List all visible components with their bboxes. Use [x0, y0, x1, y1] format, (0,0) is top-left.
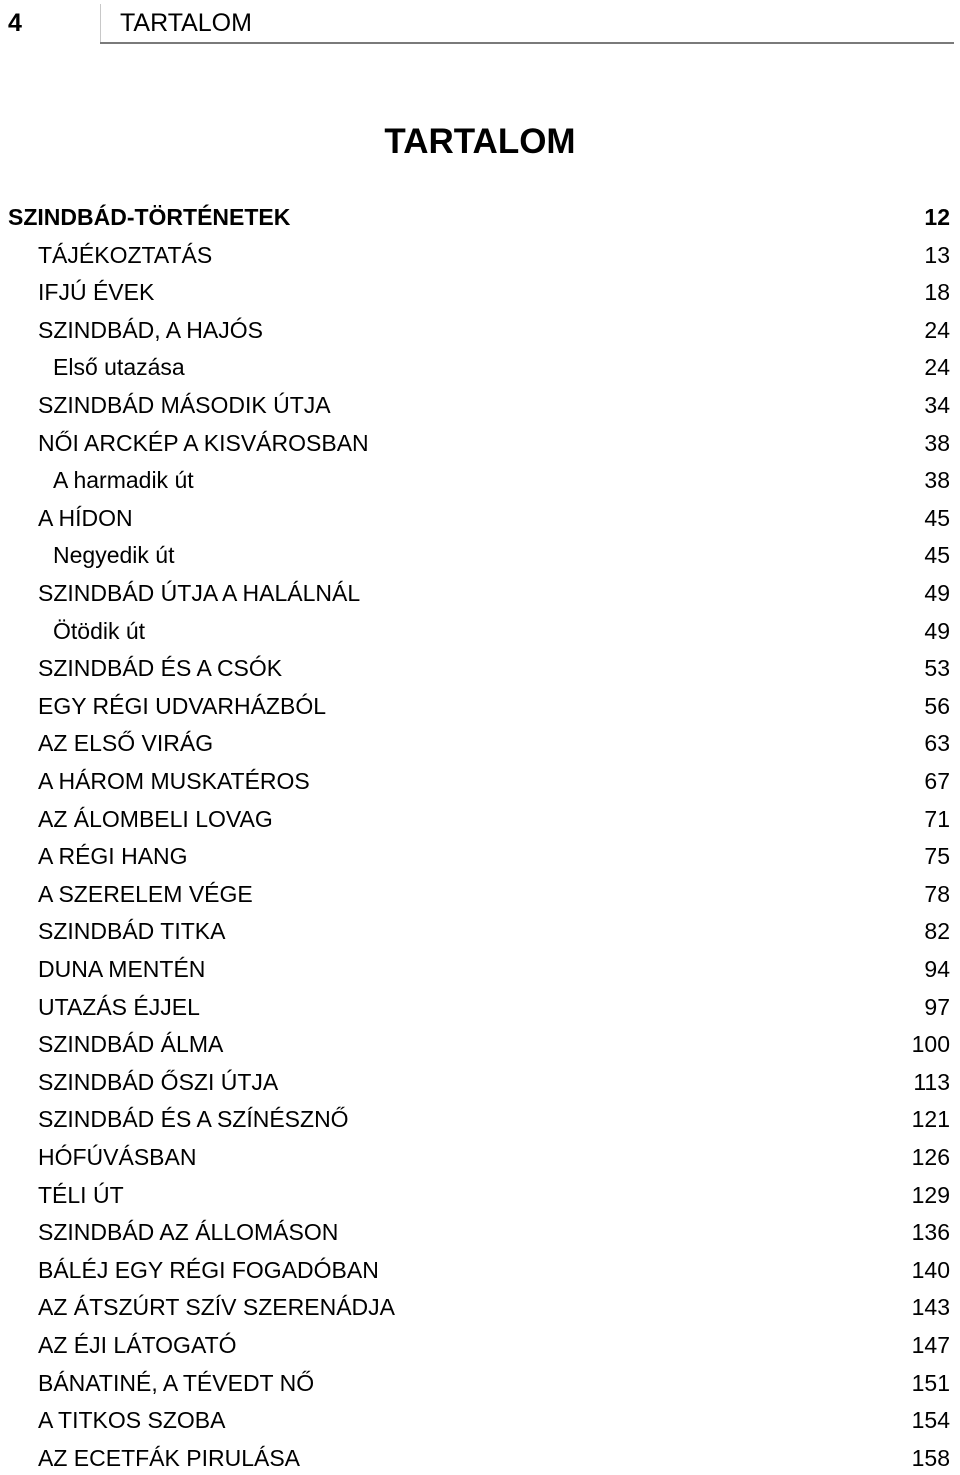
toc-entry-page: 143: [911, 1294, 950, 1321]
toc-entry-page: 100: [911, 1031, 950, 1058]
toc-entry[interactable]: [0, 1140, 960, 1174]
toc-entry[interactable]: [0, 1065, 960, 1099]
toc-entry-page: 129: [911, 1181, 950, 1208]
toc-entry-title: AZ ELSŐ VIRÁG: [38, 730, 214, 757]
toc-entry-page: 13: [924, 241, 950, 268]
toc-entry[interactable]: [0, 952, 960, 986]
toc-entry[interactable]: [0, 1027, 960, 1061]
toc-entry[interactable]: [0, 350, 960, 384]
toc-entry-title: TÉLI ÚT: [38, 1181, 124, 1208]
toc-entry-page: 56: [924, 692, 950, 719]
toc-entry-title: SZINDBÁD AZ ÁLLOMÁSON: [38, 1219, 339, 1246]
toc-entry-title: A harmadik út: [53, 467, 194, 494]
toc-entry-title: AZ ÁLOMBELI LOVAG: [38, 805, 273, 832]
toc-entry-title: AZ ECETFÁK PIRULÁSA: [38, 1444, 301, 1471]
toc-entry-title: HÓFÚVÁSBAN: [38, 1144, 197, 1170]
toc-entry-title: A TITKOS SZOBA: [38, 1407, 226, 1434]
toc-entry-title: SZINDBÁD ÉS A CSÓK: [38, 655, 283, 682]
toc-entry-page: 45: [924, 542, 950, 569]
running-header: [0, 0, 960, 44]
toc-entry-page: 49: [924, 617, 950, 644]
toc-entry-title: SZINDBÁD TITKA: [38, 918, 226, 945]
toc-entry-page: 147: [911, 1332, 950, 1358]
toc-entry-page: 49: [924, 580, 950, 606]
toc-entry[interactable]: [0, 689, 960, 723]
toc-entry-title: Első utazása: [53, 354, 185, 381]
toc-entry-title: BÁNATINÉ, A TÉVEDT NŐ: [38, 1369, 315, 1396]
toc-entry-title: AZ ÉJI LÁTOGATÓ: [38, 1332, 237, 1358]
toc-entry-page: 94: [924, 956, 950, 982]
toc-entry[interactable]: [0, 764, 960, 798]
toc-entry-page: 75: [924, 843, 950, 870]
toc-entry-title: SZINDBÁD ÁLMA: [38, 1031, 224, 1058]
toc-entry-title: SZINDBÁD ŐSZI ÚTJA: [38, 1068, 279, 1095]
toc-entry-page: 18: [924, 279, 950, 306]
toc-entry[interactable]: [0, 1366, 960, 1400]
page-number: 4: [8, 9, 22, 37]
toc-entry-page: 82: [924, 918, 950, 945]
header-divider: [100, 4, 101, 42]
toc-entry[interactable]: [0, 990, 960, 1024]
toc-entry-page: 97: [924, 993, 950, 1020]
toc-entry[interactable]: [0, 538, 960, 572]
toc-entry-page: 63: [924, 730, 950, 757]
page-title: TARTALOM: [384, 122, 576, 161]
toc-entry[interactable]: [0, 426, 960, 460]
toc-entry-page: 113: [913, 1068, 950, 1095]
toc-entry[interactable]: [0, 914, 960, 948]
toc-entry-title: Negyedik út: [53, 542, 175, 569]
toc-entry-title: TÁJÉKOZTATÁS: [38, 241, 213, 268]
toc-entry-title: UTAZÁS ÉJJEL: [38, 993, 200, 1020]
toc-entry[interactable]: [0, 576, 960, 610]
toc-entry-title: EGY RÉGI UDVARHÁZBÓL: [38, 692, 326, 719]
toc-entry-title: SZINDBÁD MÁSODIK ÚTJA: [38, 392, 331, 418]
toc-entry-page: 158: [911, 1444, 950, 1471]
toc-entry-title: A RÉGI HANG: [38, 843, 188, 870]
toc-entry-page: 34: [924, 392, 950, 418]
toc-entry-title: SZINDBÁD ÉS A SZÍNÉSZNŐ: [38, 1106, 349, 1133]
toc-entry[interactable]: [0, 1102, 960, 1136]
toc-entry-page: 24: [924, 316, 950, 343]
toc-entry-title: NŐI ARCKÉP A KISVÁROSBAN: [38, 429, 369, 456]
toc-entry[interactable]: [0, 1253, 960, 1287]
toc-entry[interactable]: [0, 1215, 960, 1249]
toc-entry-title: Ötödik út: [53, 617, 146, 644]
toc-entry-title: A HÍDON: [38, 504, 133, 531]
toc-entry-page: 45: [924, 504, 950, 531]
toc-entry[interactable]: [0, 313, 960, 347]
toc-entry[interactable]: [0, 802, 960, 836]
toc-entry-title: A HÁROM MUSKATÉROS: [38, 768, 310, 794]
toc-entry-page: 78: [924, 880, 950, 907]
toc-entry-title: SZINDBÁD ÚTJA A HALÁLNÁL: [38, 580, 361, 606]
toc-entry[interactable]: [0, 200, 960, 234]
toc-entry[interactable]: [0, 1441, 960, 1475]
toc-entry-title: DUNA MENTÉN: [38, 956, 206, 982]
toc-entry[interactable]: [0, 1290, 960, 1324]
toc-entry[interactable]: [0, 501, 960, 535]
toc-entry[interactable]: [0, 238, 960, 272]
toc-entry-page: 24: [924, 354, 950, 381]
toc-entry-page: 67: [924, 768, 950, 794]
toc-entry-page: 12: [924, 204, 950, 230]
toc-entry-title: SZINDBÁD-TÖRTÉNETEK: [8, 204, 291, 230]
toc-entry-page: 154: [911, 1407, 950, 1434]
toc-entry[interactable]: [0, 463, 960, 497]
toc-entry-title: AZ ÁTSZÚRT SZÍV SZERENÁDJA: [38, 1294, 395, 1321]
toc-entry-page: 38: [924, 429, 950, 456]
toc-entry[interactable]: [0, 877, 960, 911]
toc-entry[interactable]: [0, 1403, 960, 1437]
toc-entry[interactable]: [0, 651, 960, 685]
toc-entry-page: 140: [911, 1256, 950, 1283]
toc-entry[interactable]: [0, 614, 960, 648]
toc-entry[interactable]: [0, 388, 960, 422]
toc-entry-page: 38: [924, 467, 950, 494]
toc-entry-page: 126: [911, 1144, 950, 1170]
toc-entry[interactable]: [0, 839, 960, 873]
toc-entry-title: BÁLÉJ EGY RÉGI FOGADÓBAN: [38, 1256, 379, 1283]
toc-entry-page: 53: [924, 655, 950, 682]
toc-entry-page: 121: [911, 1106, 950, 1133]
toc-entry[interactable]: [0, 726, 960, 760]
toc-entry[interactable]: [0, 275, 960, 309]
toc-entry-page: 71: [924, 805, 950, 832]
toc-entry-page: 151: [911, 1369, 950, 1396]
running-title: TARTALOM: [120, 9, 252, 37]
toc-entry-title: IFJÚ ÉVEK: [38, 279, 155, 306]
toc-entry-title: SZINDBÁD, A HAJÓS: [38, 316, 263, 343]
toc-entry[interactable]: [0, 1178, 960, 1212]
toc-entry-title: A SZERELEM VÉGE: [38, 880, 253, 907]
toc-entry-page: 136: [911, 1219, 950, 1246]
header-rule: [100, 42, 954, 44]
toc-entry[interactable]: [0, 1328, 960, 1362]
